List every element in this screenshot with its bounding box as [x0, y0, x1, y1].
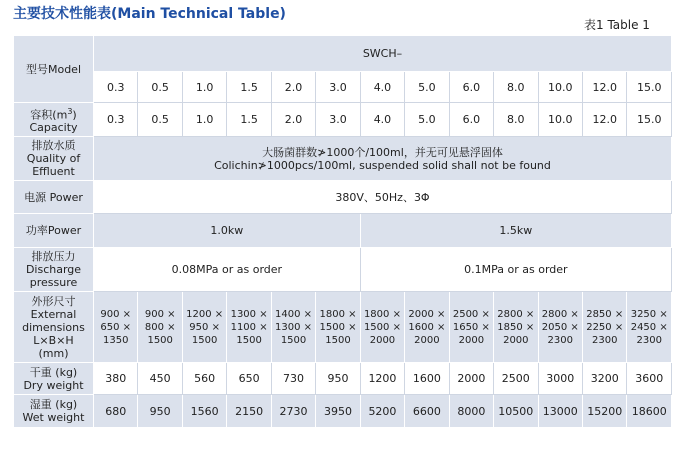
wet-weight-value: 1560	[182, 395, 226, 428]
model-value: 12.0	[582, 72, 626, 103]
power-label: 功率Power	[14, 214, 94, 248]
model-value: 1.0	[182, 72, 226, 103]
dry-weight-value: 650	[227, 363, 271, 395]
dry-weight-value: 560	[182, 363, 226, 395]
dry-weight-value: 730	[271, 363, 315, 395]
effluent-row	[14, 137, 672, 181]
model-value: 0.5	[138, 72, 182, 103]
technical-table	[13, 35, 672, 428]
capacity-value: 4.0	[360, 103, 404, 137]
wet-weight-value: 2150	[227, 395, 271, 428]
dimension-value: 900 × 650 × 1350	[94, 292, 138, 363]
model-value: 15.0	[627, 72, 672, 103]
power-supply-label: 电源 Power	[14, 181, 94, 214]
dimensions-row	[14, 292, 672, 363]
wet-weight-value: 5200	[360, 395, 404, 428]
dimensions-label: 外形尺寸 External dimensions L×B×H (mm)	[14, 292, 94, 363]
dimension-value: 3250 × 2450 × 2300	[627, 292, 672, 363]
model-value: 3.0	[316, 72, 360, 103]
dry-weight-row	[14, 363, 672, 395]
dimension-value: 2800 × 1850 × 2000	[494, 292, 538, 363]
dry-weight-value: 3200	[582, 363, 626, 395]
model-series: SWCH–	[94, 36, 672, 72]
dry-weight-value: 380	[94, 363, 138, 395]
capacity-value: 1.0	[182, 103, 226, 137]
model-value: 5.0	[405, 72, 449, 103]
model-value: 4.0	[360, 72, 404, 103]
dimension-value: 2500 × 1650 × 2000	[449, 292, 493, 363]
dry-weight-value: 2000	[449, 363, 493, 395]
wet-weight-value: 8000	[449, 395, 493, 428]
model-value: 1.5	[227, 72, 271, 103]
wet-weight-value: 10500	[494, 395, 538, 428]
dry-weight-value: 450	[138, 363, 182, 395]
dimension-value: 1200 × 950 × 1500	[182, 292, 226, 363]
discharge-value-a: 0.08MPa or as order	[94, 248, 361, 292]
power-supply-value: 380V、50Hz、3Φ	[94, 181, 672, 214]
wet-weight-label: 湿重 (kg) Wet weight	[14, 395, 94, 428]
dry-weight-label: 干重 (kg) Dry weight	[14, 363, 94, 395]
wet-weight-value: 950	[138, 395, 182, 428]
dry-weight-value: 3600	[627, 363, 672, 395]
dimension-value: 1400 × 1300 × 1500	[271, 292, 315, 363]
dry-weight-value: 3000	[538, 363, 582, 395]
discharge-value-b: 0.1MPa or as order	[360, 248, 671, 292]
capacity-row	[14, 103, 672, 137]
dry-weight-value: 1600	[405, 363, 449, 395]
dimension-value: 900 × 800 × 1500	[138, 292, 182, 363]
table-number: 表1 Table 1	[584, 18, 650, 32]
capacity-value: 12.0	[582, 103, 626, 137]
model-value: 2.0	[271, 72, 315, 103]
capacity-value: 5.0	[405, 103, 449, 137]
effluent-value: 大肠菌群数≯1000个/100ml，并无可见悬浮固体 Colichin≯1000pcs/100ml, suspended solid shall not be found	[94, 137, 672, 181]
model-value: 0.3	[94, 72, 138, 103]
capacity-value: 3.0	[316, 103, 360, 137]
model-value: 6.0	[449, 72, 493, 103]
capacity-value: 6.0	[449, 103, 493, 137]
effluent-label: 排放水质 Quality of Effluent	[14, 137, 94, 181]
dimension-value: 1800 × 1500 × 2000	[360, 292, 404, 363]
power-value-b: 1.5kw	[360, 214, 671, 248]
capacity-value: 0.3	[94, 103, 138, 137]
capacity-value: 10.0	[538, 103, 582, 137]
wet-weight-value: 2730	[271, 395, 315, 428]
dimension-value: 2850 × 2250 × 2300	[582, 292, 626, 363]
dimension-value: 1300 × 1100 × 1500	[227, 292, 271, 363]
dimension-value: 1800 × 1500 × 1500	[316, 292, 360, 363]
wet-weight-value: 18600	[627, 395, 672, 428]
capacity-label: 容积$(m^3)$ Capacity	[14, 103, 94, 137]
wet-weight-row	[14, 395, 672, 428]
model-value: 10.0	[538, 72, 582, 103]
page-title: 主要技术性能表(Main Technical Table)	[13, 6, 286, 22]
capacity-value: 2.0	[271, 103, 315, 137]
wet-weight-value: 6600	[405, 395, 449, 428]
wet-weight-value: 15200	[582, 395, 626, 428]
model-value: 8.0	[494, 72, 538, 103]
dimension-value: 2000 × 1600 × 2000	[405, 292, 449, 363]
dimension-value: 2800 × 2050 × 2300	[538, 292, 582, 363]
wet-weight-value: 13000	[538, 395, 582, 428]
dry-weight-value: 2500	[494, 363, 538, 395]
capacity-value: 0.5	[138, 103, 182, 137]
wet-weight-value: 3950	[316, 395, 360, 428]
discharge-row	[14, 248, 672, 292]
capacity-value: 15.0	[627, 103, 672, 137]
power-supply-row	[14, 181, 672, 214]
wet-weight-value: 680	[94, 395, 138, 428]
capacity-value: 1.5	[227, 103, 271, 137]
dry-weight-value: 1200	[360, 363, 404, 395]
model-label: 型号Model	[14, 36, 94, 103]
power-value-a: 1.0kw	[94, 214, 361, 248]
capacity-value: 8.0	[494, 103, 538, 137]
model-row	[14, 72, 672, 103]
power-row	[14, 214, 672, 248]
discharge-label: 排放压力 Discharge pressure	[14, 248, 94, 292]
dry-weight-value: 950	[316, 363, 360, 395]
